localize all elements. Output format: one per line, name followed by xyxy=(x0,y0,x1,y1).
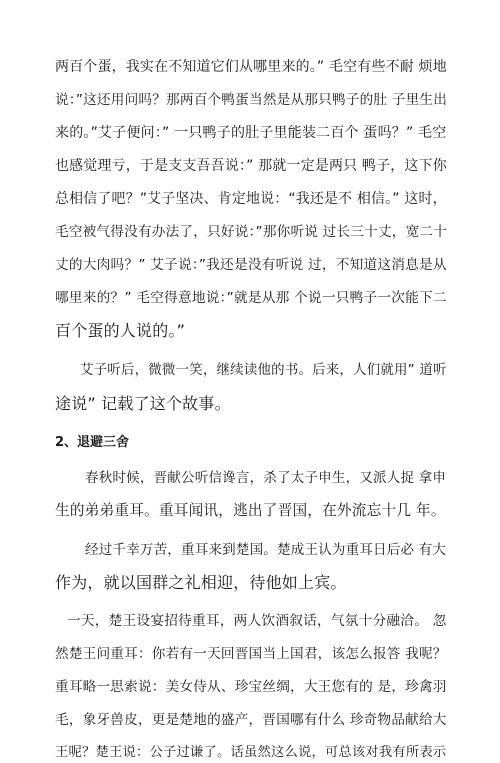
text-line: 王呢？楚王说：公子过谦了。话虽然这么说，可总该对我有所表示 xyxy=(55,745,447,760)
text-line: 然楚王问重耳：你若有一天回晋国当上国君，该怎么报答 我呢？ xyxy=(55,646,447,662)
text-line: 春秋时候，晋献公听信谗言，杀了太子申生，又派人捉 拿申 xyxy=(85,470,447,486)
text-line: 重耳略一思索说：美女侍从、珍宝丝绸，大王您有的 是，珍禽羽 xyxy=(55,679,447,695)
text-line: 作为，就以国群之礼相迎，待他如上宾。 xyxy=(55,573,347,592)
text-line: 一天，楚王设宴招待重耳，两人饮酒叙话，气氛十分融洽。 忽 xyxy=(67,613,447,629)
text-line: 也感觉理亏，于是支支吾吾说：” 那就一定是两只 鸭子，这下你 xyxy=(55,158,447,174)
text-line: 丈的大肉吗？” 艾子说：”我还是没有听说 过，不知道这消息是从 xyxy=(55,257,447,273)
text-line: 经过千幸万苦，重耳来到楚国。楚成王认为重耳日后必 有大 xyxy=(85,542,447,558)
text-line: 途说” 记载了这个故事。 xyxy=(55,394,231,413)
text-line: 两百个蛋，我实在不知道它们从哪里来的。” 毛空有些不耐 烦地 xyxy=(55,59,447,75)
text-line: 百个蛋的人说的。” xyxy=(55,321,186,340)
text-line: 来的。”艾子便问：” 一只鸭子的肚子里能装二百个 蛋吗？” 毛空 xyxy=(55,125,447,141)
text-line: 艾子听后，微微一笑，继续读他的书。后来，人们就用” 道听 xyxy=(80,363,447,378)
section-heading: 2、退避三舍 xyxy=(55,435,130,450)
text-line: 说：”这还用问吗？那两百个鸭蛋当然是从那只鸭子的肚 子里生出 xyxy=(55,92,448,108)
text-line: 毛，象牙兽皮，更是楚地的盛产，晋国哪有什么 珍奇物品献给大 xyxy=(55,712,447,728)
text-line: 生的弟弟重耳。重耳闻讯，逃出了晋国，在外流忘十几 年。 xyxy=(55,502,446,519)
text-line: 毛空被气得没有办法了，只好说：”那你听说 过长三十丈，宽二十 xyxy=(55,224,448,240)
text-line: 哪里来的？” 毛空得意地说：”就是从那 个说一只鸭子一次能下二 xyxy=(55,290,447,306)
text-line: 总相信了吧？”艾子坚决、肯定地说：“我还是不 相信。” 这时， xyxy=(55,191,447,207)
